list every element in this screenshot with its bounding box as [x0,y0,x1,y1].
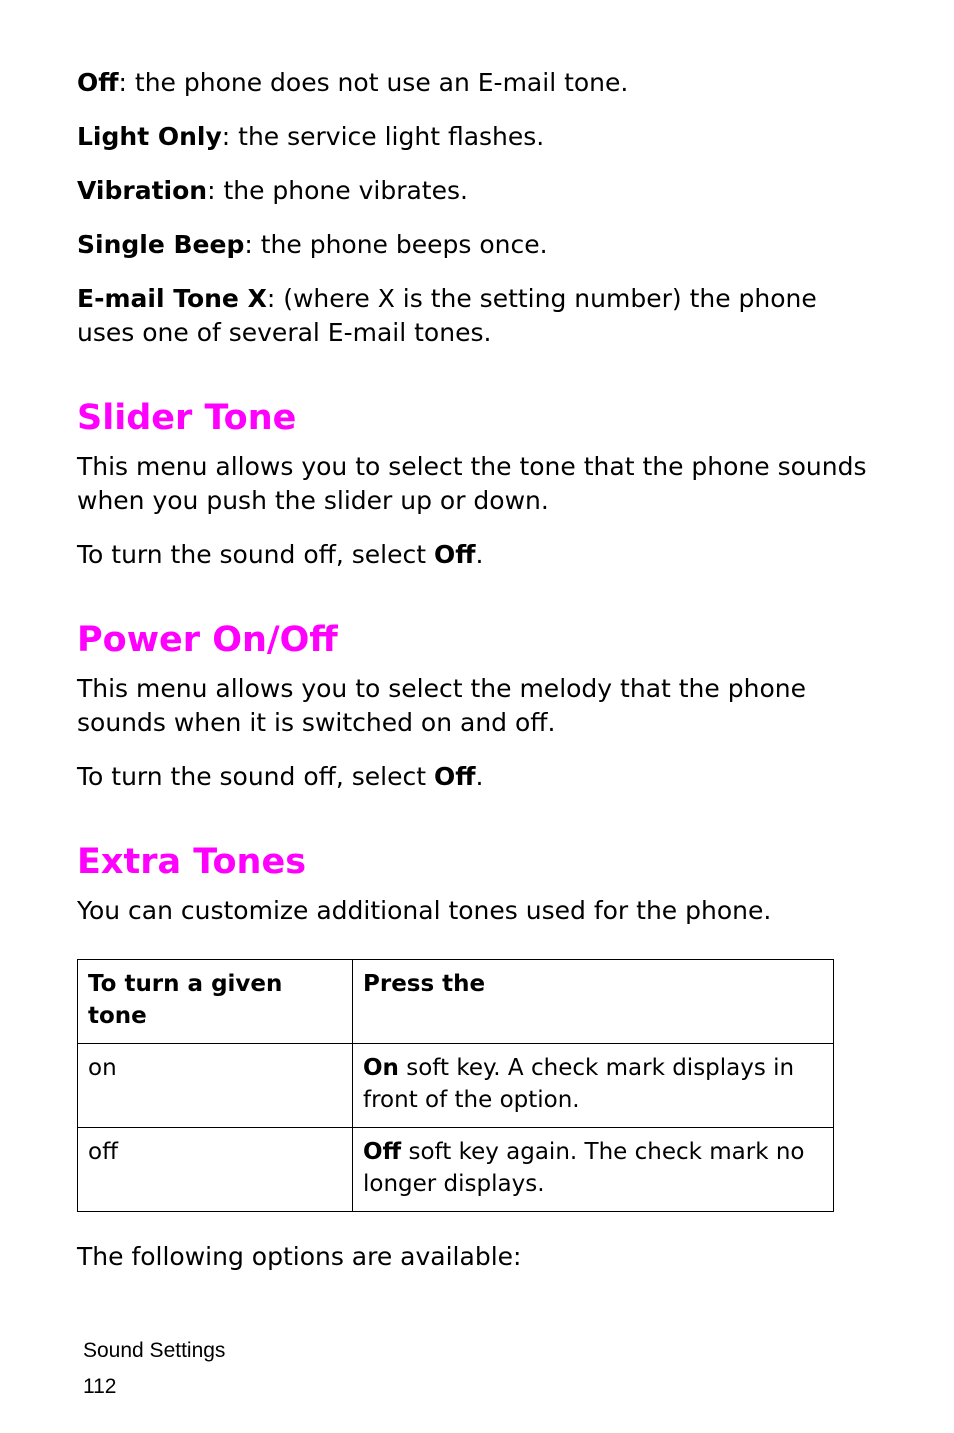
definition-term: Single Beep [77,230,245,259]
table-header-row [78,960,834,1044]
definition-term: Vibration [77,176,208,205]
instruction-text: To turn the sound off, select [77,762,434,791]
instruction-end: . [475,540,484,569]
definition-single-beep [77,228,877,262]
definition-term: Light Only [77,122,222,151]
instruction-end: . [475,762,484,791]
section-intro: This menu allows you to select the melody that the phone sounds when it is switched on and off. [77,674,806,737]
definition-term: Off [77,68,119,97]
page-content [77,66,877,1294]
action-description: soft key again. The check mark no longer displays. [363,1139,805,1197]
section-heading: Slider Tone [77,398,297,438]
table-cell-tone: on [78,1044,353,1128]
section-heading: Power On/Off [77,620,338,660]
action-description: soft key. A check mark displays in front of the option. [363,1055,795,1113]
definition-text: : the phone does not use an E-mail tone. [118,68,629,97]
definition-text: : the phone vibrates. [207,176,468,205]
extra-tones-table [77,959,834,1212]
soft-key-label: On [363,1055,399,1081]
instruction-option: Off [433,540,476,569]
definition-text: : the service light flashes. [221,122,545,151]
section-intro: This menu allows you to select the tone that the phone sounds when you push the slider up or down. [77,452,867,515]
section-intro: You can customize additional tones used for the phone. [77,896,772,925]
definition-off [77,66,877,100]
table-cell-tone: off [78,1128,353,1212]
turn-off-instruction [77,538,877,572]
table-header-cell [353,960,834,1044]
table-row [78,1044,834,1128]
options-intro: The following options are available: [77,1242,522,1271]
section-power-on-off [77,620,877,794]
definition-term: E-mail Tone X [77,284,267,313]
instruction-option: Off [433,762,476,791]
table-header-cell [78,960,353,1044]
definition-text: : (where X is the setting number) the phone uses one of several E-mail tones. [77,284,817,347]
section-heading: Extra Tones [77,842,307,882]
page-footer [83,1333,225,1405]
definition-text: : the phone beeps once. [244,230,548,259]
turn-off-instruction [77,760,877,794]
table-row [78,1128,834,1212]
table-cell-action [353,1128,834,1212]
instruction-text: To turn the sound off, select [77,540,434,569]
section-slider-tone [77,398,877,572]
section-extra-tones [77,842,877,1274]
table-cell-action [353,1044,834,1128]
definition-light-only [77,120,877,154]
page-number: 112 [83,1375,117,1398]
definition-email-tone-x [77,282,877,350]
definition-vibration [77,174,877,208]
soft-key-label: Off [363,1139,402,1165]
header-label: To turn a given tone [88,971,283,1029]
header-label: Press the [363,971,486,997]
footer-section-name: Sound Settings [83,1339,226,1362]
